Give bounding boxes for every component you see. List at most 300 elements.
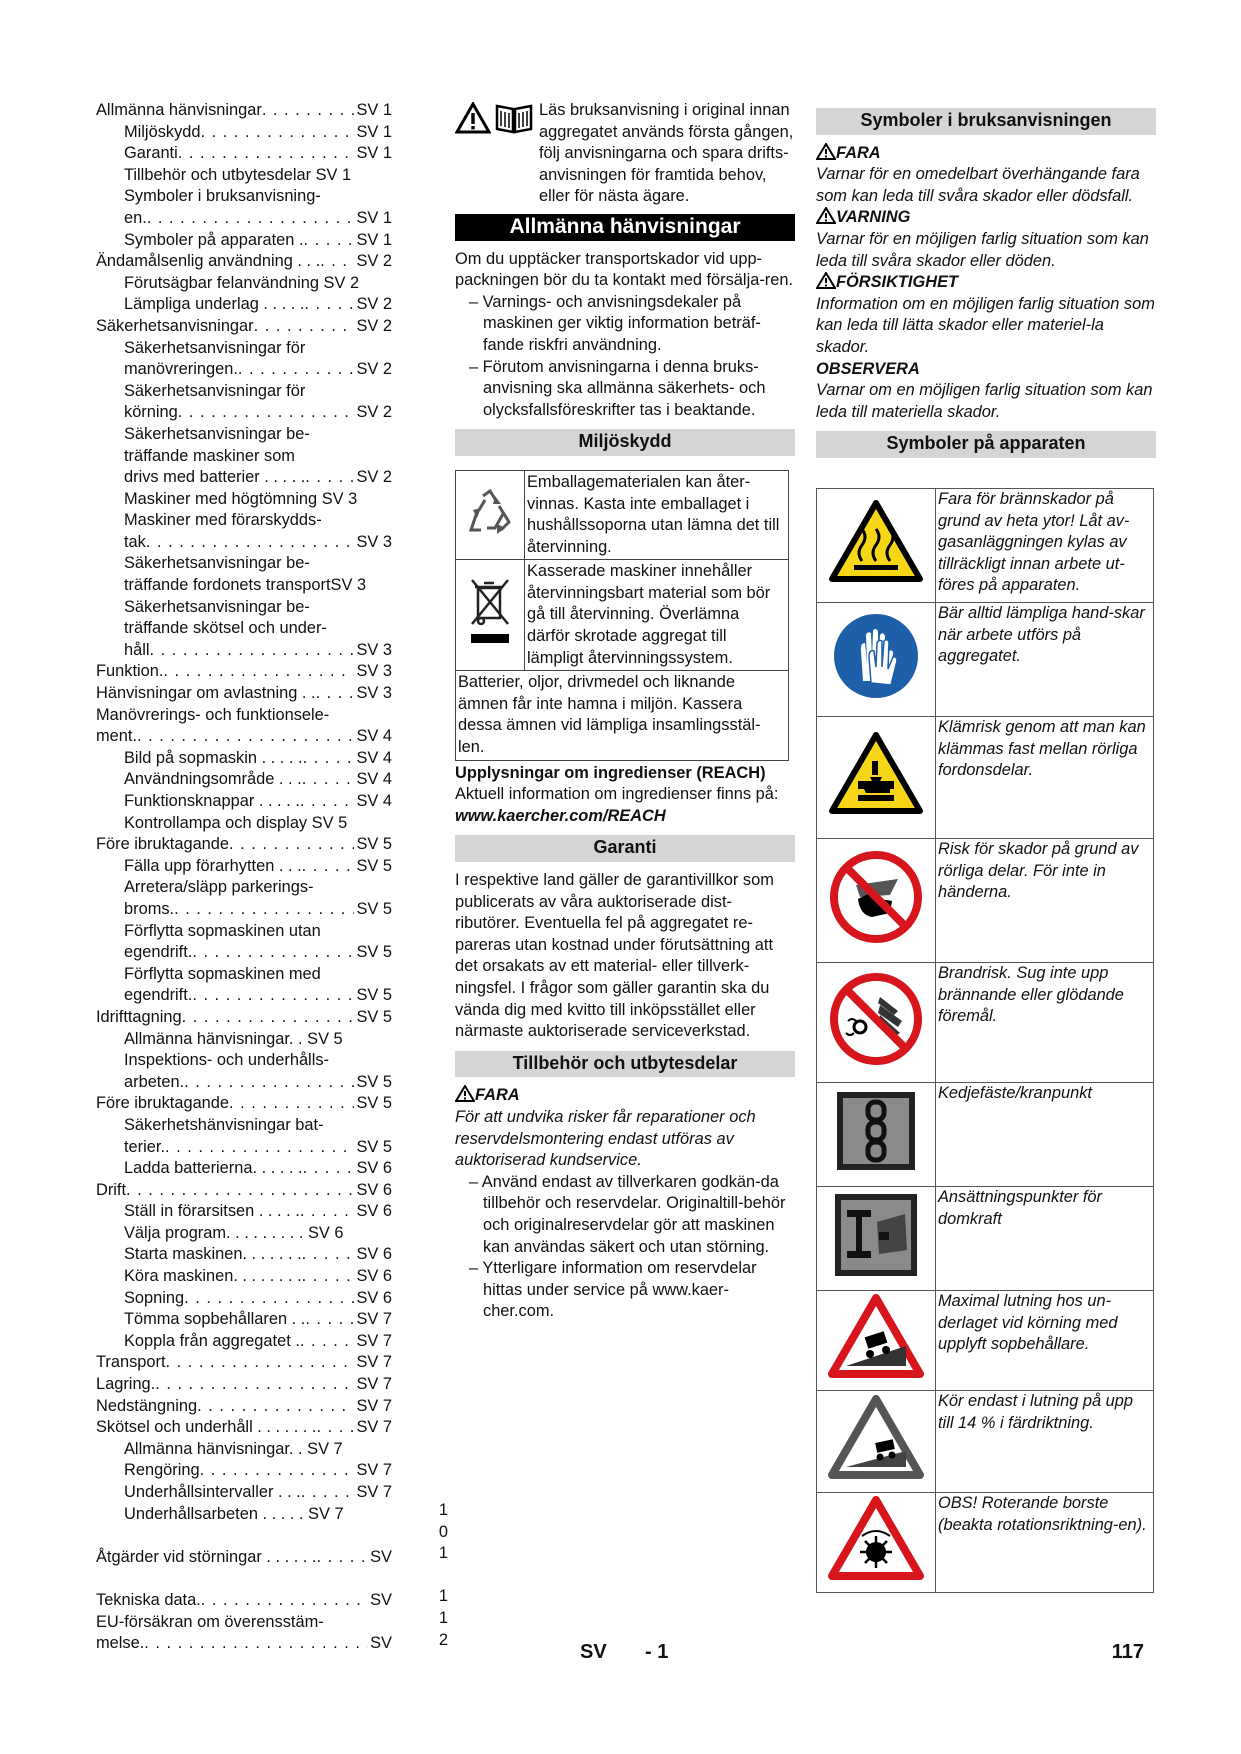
- toc-leader-dots: [174, 899, 354, 921]
- toc-leader-dots: [229, 834, 354, 856]
- toc-entry-text: Inspektions- och underhålls-: [124, 1051, 329, 1070]
- general-bullet-1: – Varnings- och anvisningsdekaler på maskinen ger viktig information beträf-fande riskfri användning.: [469, 292, 761, 354]
- toc-leader-dots: [192, 985, 354, 1007]
- toc-entry[interactable]: [96, 1050, 392, 1072]
- toc-entry[interactable]: [96, 899, 392, 921]
- toc-leader-dots: [304, 230, 355, 252]
- toc-entry-text: Användningsområde . . .: [124, 770, 302, 789]
- toc-entry[interactable]: [96, 1590, 392, 1612]
- intro-text: Läs bruksanvisning i original innan aggregatet används första gången, följ anvisningarna och spara drifts-anvisningen för framtida behov, eller för nästa ägare.: [539, 101, 794, 206]
- toc-entry-page: SV 6: [356, 1245, 392, 1264]
- environment-table: [455, 470, 789, 761]
- symbol-text-2: Bär alltid lämpliga hand-skar när arbete utförs på aggregatet.: [936, 602, 1154, 716]
- toc-entry[interactable]: [96, 1201, 392, 1223]
- toc-entry[interactable]: [96, 316, 392, 338]
- toc-entry-page: SV 6: [356, 1202, 392, 1221]
- toc-gap: [96, 1525, 392, 1547]
- toc-leader-dots: [305, 1309, 354, 1331]
- toc-leader-dots: [300, 791, 355, 813]
- toc-entry-text: Garanti: [124, 144, 178, 163]
- toc-entry[interactable]: [96, 1417, 392, 1439]
- toc-entry[interactable]: [96, 1029, 392, 1051]
- toc-entry-text: Funktionsknappar . . . . .: [124, 792, 300, 810]
- heading-warranty: Garanti: [455, 835, 795, 862]
- toc-entry-text: Lämpliga underlag . . . . .: [124, 295, 305, 314]
- toc-entry-text: Välja program. . . . . . . . . SV 6: [124, 1223, 344, 1242]
- toc-entry-text: Lagring.: [96, 1375, 156, 1394]
- toc-entry[interactable]: [96, 921, 392, 943]
- symbol-text-7: Ansättningspunkter för domkraft: [936, 1186, 1154, 1290]
- toc-entry-text: Maskiner med förarskydds-: [124, 511, 322, 530]
- toc-page-digit: 2: [438, 1630, 448, 1649]
- toc-entry[interactable]: [96, 1439, 392, 1461]
- toc-entry-text: Säkerhetsanvisningar be-: [124, 597, 310, 616]
- toc-entry-page: SV 6: [356, 1267, 392, 1286]
- toc-entry[interactable]: [96, 748, 392, 770]
- toc-leader-dots: [303, 748, 355, 770]
- toc-entry-text: en.: [124, 208, 147, 227]
- toc-entry[interactable]: [96, 856, 392, 878]
- toc-entry-text: ment.: [96, 727, 137, 746]
- toc-entry-text: melse.: [96, 1634, 145, 1653]
- toc-entry[interactable]: [96, 122, 392, 144]
- symbol-label-text: VARNING: [836, 208, 911, 227]
- toc-entry-text: egendrift.: [124, 986, 193, 1005]
- toc-entry-text: Idrifttagning: [96, 1007, 182, 1026]
- toc-entry-page: SV: [370, 1547, 392, 1566]
- toc-leader-dots: [238, 359, 355, 381]
- toc-leader-dots: [316, 683, 355, 705]
- toc-entry-text: träffande skötsel och under-: [124, 619, 327, 638]
- toc-entry-page: SV 4: [356, 727, 392, 746]
- toc-entry-text: tak: [124, 532, 146, 551]
- warning-triangle-icon: [816, 272, 836, 289]
- no-hands-moving-parts-icon: [828, 849, 924, 945]
- toc-entry[interactable]: [96, 1093, 392, 1115]
- toc-leader-dots: [147, 208, 355, 230]
- toc-entry-text: Ladda batterierna. . . . . .: [124, 1159, 303, 1178]
- toc-entry[interactable]: [96, 359, 392, 381]
- middle-column: [455, 100, 795, 1323]
- toc-entry[interactable]: [96, 942, 392, 964]
- toc-leader-dots: [254, 316, 355, 338]
- toc-entry-page: SV 5: [356, 856, 392, 875]
- toc-entry-text: Förflytta sopmaskinen utan: [124, 921, 321, 940]
- toc-entry[interactable]: [96, 1115, 392, 1137]
- reach-title: Upplysningar om ingredienser (REACH): [455, 763, 766, 782]
- symbol-text-3: Klämrisk genom att man kan klämmas fast mellan rörliga fordonsdelar.: [936, 716, 1154, 838]
- toc-entry-text: Arretera/släpp parkerings-: [124, 878, 314, 897]
- toc-entry[interactable]: [96, 273, 392, 295]
- toc-page-digit: 1: [438, 1544, 448, 1563]
- toc-entry[interactable]: [96, 1180, 392, 1202]
- toc-entry[interactable]: [96, 208, 392, 230]
- toc-entry-text: Allmänna hänvisningar: [96, 101, 262, 119]
- general-bullet-2: – Förutom anvisningarna i denna bruks-anvisning ska allmänna säkerhets- och olycksfallsföreskrifter tas i beaktande.: [469, 357, 766, 419]
- toc-entry-text: träffande fordonets transportSV 3: [124, 576, 367, 595]
- toc-entry-text: Symboler i bruksanvisning-: [124, 187, 321, 206]
- toc-entry-text: Bild på sopmaskin . . . . .: [124, 748, 303, 767]
- toc-leader-dots: [201, 122, 355, 144]
- toc-entry-page: SV 5: [356, 899, 392, 918]
- symbols-manual-list: [816, 143, 1156, 424]
- crossed-bin-icon: [467, 576, 513, 648]
- toc-entry-page: SV 4: [356, 770, 392, 789]
- toc-entry-text: Säkerhetsanvisningar be-: [124, 554, 310, 573]
- toc-leader-dots: [192, 942, 354, 964]
- toc-entry[interactable]: [96, 1223, 392, 1245]
- toc-page-digit: 0: [438, 1522, 448, 1541]
- toc-leader-dots: [201, 1590, 368, 1612]
- toc-entry[interactable]: [96, 1374, 392, 1396]
- toc-entry-page: SV 4: [356, 748, 392, 767]
- symbol-description: Varnar om en möjligen farlig situation som kan leda till materiella skador.: [816, 381, 1153, 421]
- recycling-icon: [465, 488, 515, 536]
- toc-entry-text: träffande maskiner som: [124, 446, 295, 465]
- toc-entry[interactable]: [96, 1504, 392, 1526]
- toc-entry-text: drivs med batterier . . . . .: [124, 468, 306, 487]
- toc-entry[interactable]: [96, 1072, 392, 1094]
- toc-entry-text: Säkerhetsanvisningar: [96, 316, 254, 335]
- toc-entry[interactable]: [96, 1482, 392, 1504]
- toc-entry[interactable]: [96, 1460, 392, 1482]
- toc-entry-text: Tömma sopbehållaren . .: [124, 1310, 306, 1329]
- toc-entry[interactable]: [96, 597, 392, 619]
- toc-entry-page: SV 4: [356, 792, 392, 810]
- toc-entry-text: Drift: [96, 1180, 127, 1199]
- toc-entry-page: SV 7: [356, 1353, 392, 1372]
- toc-entry-text: Rengöring: [124, 1461, 200, 1480]
- intro-icons: [455, 102, 534, 134]
- warning-triangle-icon: [455, 1085, 475, 1102]
- toc-entry[interactable]: [96, 618, 392, 640]
- toc-leader-dots: [146, 532, 355, 554]
- symbol-label: [816, 272, 1156, 294]
- no-burning-objects-icon: [828, 971, 924, 1067]
- toc-entry[interactable]: [96, 985, 392, 1007]
- symbol-text-1: Fara för brännskador på grund av heta ytor! Låt av-gasanläggningen kylas av tillräckligt innan arbete ut-föres på apparaten.: [936, 488, 1154, 602]
- toc-leader-dots: [126, 1180, 354, 1202]
- toc-entry[interactable]: [96, 683, 392, 705]
- crush-hand-warning-icon: [828, 731, 924, 817]
- toc-leader-dots: [155, 1374, 354, 1396]
- toc-entry-page: SV 5: [356, 943, 392, 962]
- toc-page-digit: 1: [438, 1501, 448, 1519]
- toc-entry-page: SV: [370, 1590, 392, 1609]
- toc-entry[interactable]: [96, 338, 392, 360]
- toc-entry-page: SV 7: [356, 1418, 392, 1437]
- toc-leader-dots: [302, 1266, 355, 1288]
- toc-leader-dots: [197, 1396, 354, 1418]
- toc-entry-page: SV 1: [356, 101, 392, 119]
- toc-entry-page: SV 7: [356, 1310, 392, 1329]
- toc-entry[interactable]: [96, 100, 392, 122]
- heading-general: Allmänna hänvisningar: [455, 214, 795, 241]
- toc-entry[interactable]: [96, 1331, 392, 1353]
- toc-entry[interactable]: [96, 143, 392, 165]
- symbol-label: [816, 143, 1156, 165]
- toc-leader-dots: [303, 1158, 355, 1180]
- toc-gap: [96, 1568, 392, 1590]
- warning-triangle-icon: [816, 207, 836, 224]
- heading-accessories: Tillbehör och utbytesdelar: [455, 1051, 795, 1078]
- toc-leader-dots: [184, 1288, 354, 1310]
- toc-leader-dots: [163, 661, 354, 683]
- symbol-description: Varnar för en möjligen farlig situation som kan leda till svåra skador eller döden.: [816, 229, 1149, 270]
- toc-entry[interactable]: [96, 877, 392, 899]
- toc-entry[interactable]: [96, 294, 392, 316]
- toc-entry-page: SV 1: [356, 208, 392, 227]
- toc-leader-dots: [150, 640, 355, 662]
- toc-leader-dots: [178, 143, 355, 165]
- reach-text: Aktuell information om ingredienser finns på:: [455, 785, 779, 804]
- toc-entry-text: broms.: [124, 899, 175, 918]
- toc-entry-page: SV 2: [356, 468, 392, 487]
- toc-entry[interactable]: [96, 446, 392, 468]
- env-icon-cell-1: [456, 470, 525, 559]
- toc-leader-dots: [165, 1137, 354, 1159]
- toc-entry-text: EU-försäkran om överensstäm-: [96, 1612, 324, 1631]
- footer-section-page: - 1: [645, 1641, 669, 1663]
- toc-entry-page: SV 5: [356, 1072, 392, 1091]
- toc-entry-page: SV 1: [356, 144, 392, 163]
- warning-triangle-icon: [455, 102, 491, 134]
- toc-entry-page: SV 7: [356, 1461, 392, 1480]
- toc-entry-page: SV 3: [356, 532, 392, 551]
- toc-entry[interactable]: [96, 791, 392, 813]
- toc-entry-text: Transport: [96, 1353, 166, 1372]
- toc-entry-text: Underhållsintervaller . . .: [124, 1483, 301, 1501]
- symbol-description: Information om en möjligen farlig situation som kan leda till lätta skador eller materiel-la skador.: [816, 294, 1155, 356]
- toc-entry-text: Kontrollampa och display SV 5: [124, 813, 348, 832]
- toc-entry-text: Maskiner med högtömning SV 3: [124, 489, 358, 508]
- symbol-text-8: Maximal lutning hos un-derlaget vid körning med upplyft sopbehållare.: [936, 1290, 1154, 1390]
- toc-entry[interactable]: [96, 1396, 392, 1418]
- toc-entry-text: egendrift.: [124, 943, 193, 962]
- toc-leader-dots: [302, 856, 355, 878]
- env-text-1: Emballagematerialen kan åter-vinnas. Kasta inte emballaget i hushållssoporna utan lämna det till återvinning.: [525, 470, 789, 559]
- toc-entry[interactable]: [96, 489, 392, 511]
- jack-point-icon: [833, 1192, 919, 1278]
- toc-entry[interactable]: [96, 424, 392, 446]
- toc-entry[interactable]: [96, 834, 392, 856]
- toc-entry-text: Allmänna hänvisningar. . SV 7: [124, 1439, 343, 1458]
- toc-entry-page: SV 6: [356, 1180, 392, 1199]
- toc-entry[interactable]: [96, 1158, 392, 1180]
- toc-entry[interactable]: [96, 705, 392, 727]
- toc-entry[interactable]: [96, 726, 392, 748]
- toc-entry-page: SV 6: [356, 1159, 392, 1178]
- toc-entry-text: Symboler på apparaten .: [124, 230, 304, 249]
- toc-entry-page: SV 5: [356, 1007, 392, 1026]
- toc-entry[interactable]: [96, 402, 392, 424]
- toc-entry-page: SV 7: [356, 1331, 392, 1350]
- toc-entry[interactable]: [96, 575, 392, 597]
- heading-environment: Miljöskydd: [455, 429, 795, 456]
- toc-entry-text: Före ibruktagande: [96, 1094, 230, 1113]
- toc-entry[interactable]: [96, 1244, 392, 1266]
- toc-entry-page: SV 2: [356, 252, 392, 271]
- toc-leader-dots: [320, 251, 354, 273]
- toc-entry[interactable]: [96, 661, 392, 683]
- heading-symbols-device: Symboler på apparaten: [816, 431, 1156, 458]
- toc-entry-page: SV 6: [356, 1288, 392, 1307]
- toc-page-digit: 1: [438, 1609, 448, 1627]
- toc-entry-text: Underhållsarbeten . . . . . SV 7: [124, 1504, 344, 1523]
- accessories-danger-label: FARA: [455, 1085, 795, 1107]
- toc-leader-dots: [316, 1547, 368, 1569]
- toc-entry-text: Säkerhetsanvisningar be-: [124, 424, 310, 443]
- toc-leader-dots: [262, 100, 355, 122]
- toc-entry-page: SV 5: [356, 1137, 392, 1156]
- toc-entry-text: Säkerhetshänvisningar bat-: [124, 1115, 324, 1134]
- toc-entry-text: Förflytta sopmaskinen med: [124, 964, 321, 983]
- toc-entry[interactable]: [96, 1612, 392, 1634]
- toc-entry-page: SV 5: [356, 1094, 392, 1113]
- toc-entry[interactable]: [96, 1633, 392, 1655]
- toc-leader-dots: [178, 402, 355, 424]
- toc-entry-text: Åtgärder vid störningar . . . . . .: [96, 1547, 317, 1566]
- right-column: [816, 100, 1156, 1593]
- toc-entry[interactable]: [96, 1266, 392, 1288]
- toc-entry-text: Säkerhetsanvisningar för: [124, 381, 306, 400]
- footer-language: SV: [580, 1641, 607, 1663]
- warranty-text: I respektive land gäller de garantivillkor som publicerats av våra auktoriserade dist-ributörer. Eventuella fel på aggregatet re-pareras utan kostnad under förutsättning att det orsakats av ett material- eller tillverk-ningsfel. I frågor som gäller garantin ska du vända dig med kvitto till inköpsstället eller närmaste auktoriserade serviceverkstad.: [455, 871, 774, 1041]
- toc-entry-text: körning: [124, 403, 178, 422]
- symbols-device-table: [816, 488, 1154, 1593]
- toc-entry[interactable]: [96, 532, 392, 554]
- toc-entry[interactable]: [96, 251, 392, 273]
- toc-entry-text: Nedstängning: [96, 1396, 198, 1415]
- symbol-text-9: Kör endast i lutning på upp till 14 % i färdriktning.: [936, 1390, 1154, 1492]
- symbol-text-10: OBS! Roterande borste (beakta rotationsriktning-en).: [936, 1492, 1154, 1592]
- toc-entry[interactable]: [96, 186, 392, 208]
- toc-entry[interactable]: [96, 1309, 392, 1331]
- toc-entry-text: Köra maskinen. . . . . . . .: [124, 1267, 302, 1286]
- hot-surface-warning-icon: [828, 499, 924, 585]
- toc-entry[interactable]: [96, 1288, 392, 1310]
- toc-entry-page: SV: [370, 1634, 392, 1653]
- toc-leader-dots: [300, 1201, 355, 1223]
- toc-entry[interactable]: [96, 553, 392, 575]
- chain-lifting-point-icon: [835, 1090, 917, 1172]
- symbol-description: Varnar för en omedelbart överhängande fara som kan leda till svåra skador eller dödsfall.: [816, 165, 1140, 205]
- toc-entry-text: Fälla upp förarhytten . . .: [124, 856, 302, 875]
- symbol-label-text: FARA: [836, 143, 881, 162]
- toc-leader-dots: [144, 1633, 368, 1655]
- toc-page-digit: 1: [438, 1587, 448, 1606]
- toc-entry[interactable]: [96, 769, 392, 791]
- toc-entry-text: Koppla från aggregatet .: [124, 1331, 300, 1350]
- toc-entry[interactable]: [96, 1547, 392, 1569]
- accessories-bullet-1: – Använd endast av tillverkaren godkän-da tillbehör och reservdelar. Originaltill-behör och originalreservdelar gör att maskinen kan användas säkert och utan störning.: [469, 1172, 786, 1256]
- toc-leader-dots: [229, 1093, 354, 1115]
- toc-entry-page: SV 1: [356, 122, 392, 141]
- toc-entry[interactable]: [96, 1137, 392, 1159]
- toc-entry-text: Funktion.: [96, 662, 164, 681]
- toc-entry-text: terier.: [124, 1137, 165, 1156]
- toc-entry-page: SV 7: [356, 1483, 392, 1501]
- accessories-danger-text: För att undvika risker får reparationer och reservdelsmontering endast utföras av auktoriserad kundservice.: [455, 1107, 756, 1170]
- warning-triangle-icon: [816, 143, 836, 160]
- toc-entry-text: Förutsägbar felanvändning SV 2: [124, 273, 360, 292]
- toc-entry-page: SV 3: [356, 684, 392, 703]
- symbol-text-4: Risk för skador på grund av rörliga delar. För inte in händerna.: [936, 838, 1154, 962]
- toc-entry-text: arbeten.: [124, 1072, 185, 1091]
- symbol-text-6: Kedjefäste/kranpunkt: [936, 1082, 1154, 1186]
- toc-entry[interactable]: [96, 381, 392, 403]
- accessories-bullet-2: – Ytterligare information om reservdelar hittas under service på www.kaer-cher.com.: [469, 1259, 757, 1321]
- toc-entry-text: Skötsel och underhåll . . . . . . .: [96, 1418, 317, 1437]
- env-icon-cell-2: [456, 560, 525, 671]
- env-text-2: Kasserade maskiner innehåller återvinningsbart material som bör gå till återvinning. Överlämna därför skrotade aggregat till lämpligt återvinningssystem.: [525, 560, 789, 671]
- toc-leader-dots: [300, 1331, 355, 1353]
- toc-entry[interactable]: [96, 640, 392, 662]
- toc-entry-page: SV 5: [356, 986, 392, 1005]
- toc-entry-page: SV 2: [356, 360, 392, 379]
- toc-entry-text: manövreringen.: [124, 360, 238, 379]
- toc-entry-text: Allmänna hänvisningar. . SV 5: [124, 1029, 343, 1048]
- max-slope-raised-hopper-icon: [828, 1294, 924, 1380]
- toc-leader-dots: [182, 1007, 355, 1029]
- symbol-label-text: FÖRSIKTIGHET: [836, 273, 959, 292]
- toc-leader-dots: [166, 1352, 355, 1374]
- toc-entry-text: Ändamålsenlig användning . . .: [96, 252, 321, 271]
- toc-entry-text: Säkerhetsanvisningar för: [124, 338, 306, 357]
- toc-entry[interactable]: [96, 467, 392, 489]
- toc-entry-page: SV 2: [356, 295, 392, 314]
- toc-entry[interactable]: [96, 1352, 392, 1374]
- toc-entry[interactable]: [96, 1007, 392, 1029]
- toc-entry-page: SV 1: [356, 230, 392, 249]
- wear-gloves-icon: [831, 611, 921, 701]
- toc-leader-dots: [184, 1072, 354, 1094]
- toc-leader-dots: [301, 1482, 355, 1504]
- toc-leader-dots: [316, 1417, 354, 1439]
- reach-link[interactable]: www.kaercher.com/REACH: [455, 806, 666, 825]
- toc-entry-text: Tekniska data.: [96, 1590, 201, 1609]
- toc-leader-dots: [302, 769, 355, 791]
- rotating-brush-warning-icon: [828, 1496, 924, 1582]
- intro-notice: [455, 100, 795, 208]
- toc-leader-dots: [302, 1244, 355, 1266]
- symbol-label: [816, 359, 1156, 381]
- toc-entry[interactable]: [96, 230, 392, 252]
- toc-entry[interactable]: [96, 813, 392, 835]
- toc-entry[interactable]: [96, 165, 392, 187]
- general-para: Om du upptäcker transportskador vid upp-packningen bör du ta kontakt med försälja-ren.: [455, 249, 794, 290]
- toc-entry-text: Sopning: [124, 1288, 185, 1307]
- toc-entry-text: Hänvisningar om avlastning . .: [96, 684, 316, 703]
- toc-entry-page: SV 3: [356, 640, 392, 659]
- toc-leader-dots: [137, 726, 354, 748]
- toc-leader-dots: [200, 1460, 355, 1482]
- heading-symbols-manual: Symboler i bruksanvisningen: [816, 108, 1156, 135]
- footer-page-number: 117: [1111, 1641, 1144, 1663]
- manual-book-icon: [494, 102, 534, 134]
- toc-entry[interactable]: [96, 510, 392, 532]
- symbol-label-text: OBSERVERA: [816, 359, 920, 378]
- toc-entry-page: SV 2: [356, 316, 392, 335]
- symbol-label: [816, 207, 1156, 229]
- symbol-text-5: Brandrisk. Sug inte upp brännande eller glödande föremål.: [936, 962, 1154, 1082]
- toc-entry-text: Manövrerings- och funktionsele-: [96, 705, 330, 724]
- toc-entry-page: SV 7: [356, 1375, 392, 1394]
- toc-entry[interactable]: [96, 964, 392, 986]
- toc-entry-text: Tillbehör och utbytesdelar SV 1: [124, 165, 352, 184]
- toc-entry-page: SV 2: [356, 403, 392, 422]
- toc-entry-text: Ställ in förarsitsen . . . . .: [124, 1202, 300, 1221]
